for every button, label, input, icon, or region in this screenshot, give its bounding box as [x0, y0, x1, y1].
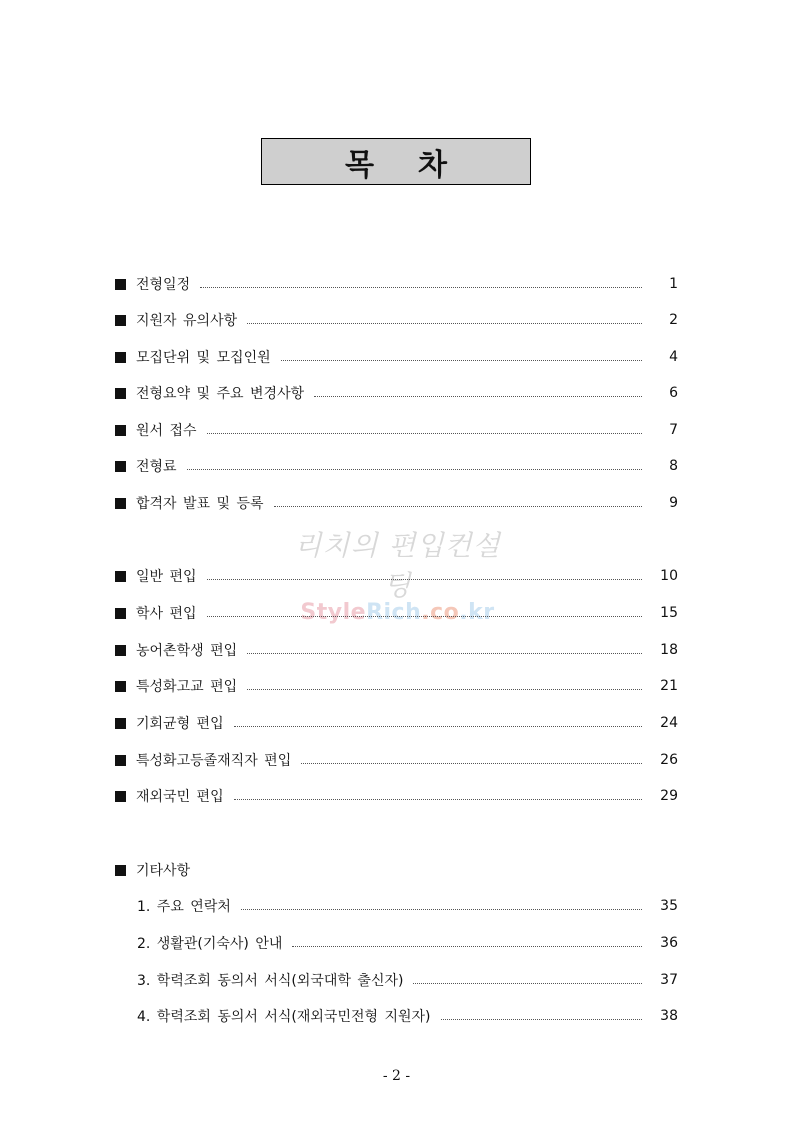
toc-entry[interactable] — [115, 419, 678, 441]
dot-leader — [207, 579, 642, 580]
toc-entry-label: 1. 주요 연락처 — [137, 899, 231, 915]
dot-leader — [241, 909, 642, 910]
toc-subentry[interactable] — [137, 895, 678, 917]
toc-entry-page: 18 — [660, 642, 678, 658]
toc-entry-page: 2 — [669, 312, 678, 328]
dot-leader — [281, 360, 642, 361]
watermark-url: StyleRich.co.kr — [300, 600, 495, 625]
toc-entry[interactable] — [115, 273, 678, 295]
toc-subentry[interactable] — [137, 1005, 678, 1027]
toc-entry[interactable] — [115, 309, 678, 331]
toc-entry-label: 특성화고교 편입 — [136, 679, 238, 695]
toc-entry-label: 4. 학력조회 동의서 서식(재외국민전형 지원자) — [137, 1009, 431, 1025]
toc-entry[interactable] — [115, 749, 678, 771]
toc-entry-page: 29 — [660, 788, 678, 804]
toc-entry-page: 37 — [660, 972, 678, 988]
square-bullet-icon — [115, 461, 126, 472]
title-char-1: 목 — [345, 147, 374, 183]
toc-entry[interactable] — [115, 785, 678, 807]
toc-entry-page: 26 — [660, 752, 678, 768]
toc-entry-page: 9 — [669, 495, 678, 511]
square-bullet-icon — [115, 279, 126, 290]
dot-leader — [207, 433, 642, 434]
toc-entry[interactable] — [115, 565, 678, 587]
toc-subentry[interactable] — [137, 969, 678, 991]
toc-entry-label: 전형요약 및 주요 변경사항 — [136, 386, 305, 402]
square-bullet-icon — [115, 571, 126, 582]
toc-entry-page: 36 — [660, 935, 678, 951]
dot-leader — [441, 1019, 642, 1020]
dot-leader — [301, 763, 642, 764]
toc-entry[interactable] — [115, 455, 678, 477]
document-title — [261, 138, 531, 185]
toc-entry-page: 8 — [669, 458, 678, 474]
toc-entry-label: 기회균형 편입 — [136, 716, 224, 732]
toc-entry[interactable] — [115, 492, 678, 514]
toc-entry-label: 농어촌학생 편입 — [136, 643, 238, 659]
toc-entry-page: 4 — [669, 349, 678, 365]
toc-entry-label: 학사 편입 — [136, 606, 197, 622]
dot-leader — [234, 799, 642, 800]
square-bullet-icon — [115, 718, 126, 729]
square-bullet-icon — [115, 681, 126, 692]
toc-entry[interactable] — [115, 602, 678, 624]
watermark-text-korean: 리치의 편입컨설팅 — [294, 529, 501, 602]
square-bullet-icon — [115, 645, 126, 656]
dot-leader — [200, 287, 642, 288]
toc-entry-page: 6 — [669, 385, 678, 401]
dot-leader — [247, 323, 642, 324]
toc-entry-page: 10 — [660, 568, 678, 584]
square-bullet-icon — [115, 608, 126, 619]
toc-entry-label: 전형일정 — [136, 277, 191, 293]
toc-entry-label: 합격자 발표 및 등록 — [136, 496, 264, 512]
toc-entry[interactable] — [115, 675, 678, 697]
toc-entry-page: 35 — [660, 898, 678, 914]
dot-leader — [274, 506, 642, 507]
dot-leader — [207, 616, 642, 617]
toc-entry-label: 재외국민 편입 — [136, 789, 224, 805]
toc-entry-page: 24 — [660, 715, 678, 731]
toc-section-heading — [115, 859, 678, 881]
square-bullet-icon — [115, 865, 126, 876]
square-bullet-icon — [115, 425, 126, 436]
toc-entry-label: 원서 접수 — [136, 423, 197, 439]
toc-entry-label: 전형료 — [136, 459, 177, 475]
toc-entry-label: 모집단위 및 모집인원 — [136, 350, 271, 366]
square-bullet-icon — [115, 791, 126, 802]
toc-entry[interactable] — [115, 712, 678, 734]
toc-entry-page: 7 — [669, 422, 678, 438]
page-number-footer: - 2 - — [382, 1068, 411, 1084]
toc-entry-label: 지원자 유의사항 — [136, 313, 238, 329]
toc-section-heading-label: 기타사항 — [136, 863, 191, 879]
toc-entry[interactable] — [115, 382, 678, 404]
dot-leader — [413, 983, 642, 984]
toc-entry[interactable] — [115, 639, 678, 661]
dot-leader — [187, 469, 642, 470]
dot-leader — [292, 946, 642, 947]
square-bullet-icon — [115, 388, 126, 399]
dot-leader — [247, 653, 642, 654]
toc-entry-label: 일반 편입 — [136, 569, 197, 585]
toc-entry-label: 2. 생활관(기숙사) 안내 — [137, 936, 283, 952]
title-char-2: 차 — [418, 147, 447, 183]
dot-leader — [247, 689, 642, 690]
square-bullet-icon — [115, 755, 126, 766]
dot-leader — [234, 726, 642, 727]
toc-entry-page: 38 — [660, 1008, 678, 1024]
toc-entry-page: 15 — [660, 605, 678, 621]
toc-entry-label: 특성화고등졸재직자 편입 — [136, 753, 292, 769]
square-bullet-icon — [115, 352, 126, 363]
toc-entry-label: 3. 학력조회 동의서 서식(외국대학 출신자) — [137, 973, 404, 989]
toc-entry-page: 21 — [660, 678, 678, 694]
dot-leader — [314, 396, 642, 397]
toc-subentry[interactable] — [137, 932, 678, 954]
square-bullet-icon — [115, 315, 126, 326]
toc-entry-page: 1 — [669, 276, 678, 292]
square-bullet-icon — [115, 498, 126, 509]
toc-entry[interactable] — [115, 346, 678, 368]
